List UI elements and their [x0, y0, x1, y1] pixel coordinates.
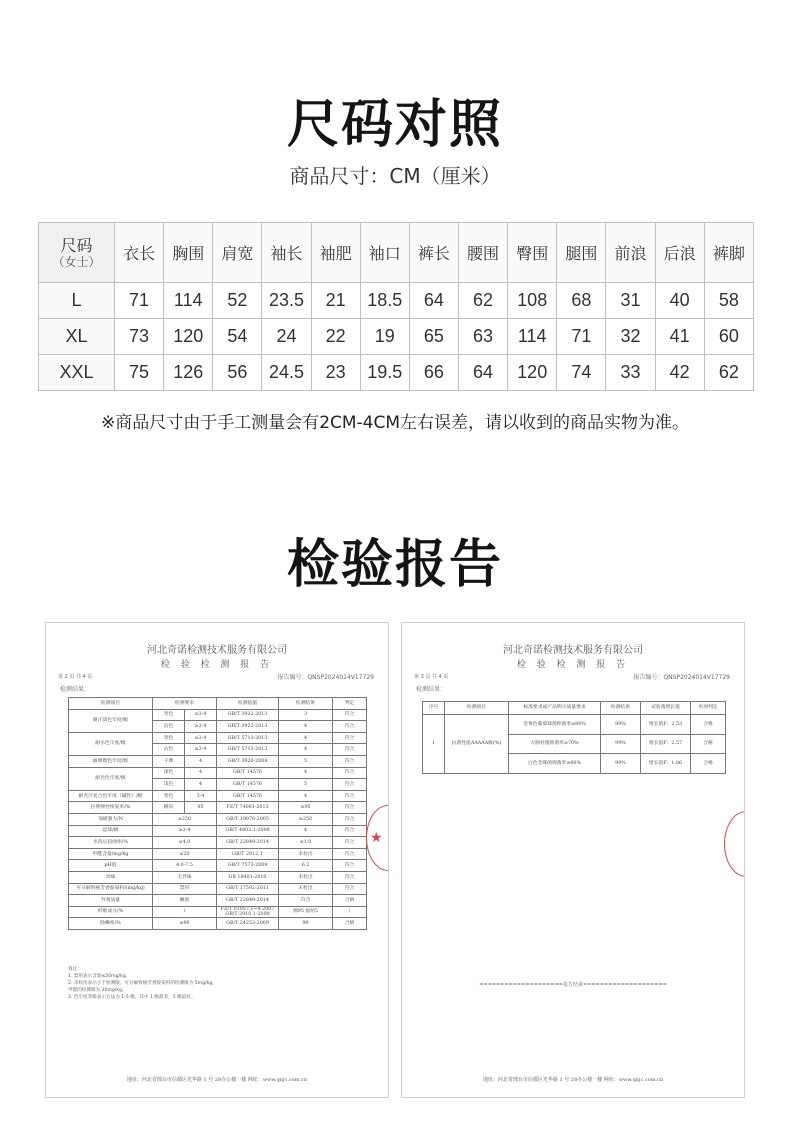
report-cell: 增长值F：2.57: [641, 734, 691, 754]
report-cell: 未检出: [279, 871, 333, 883]
report-cell: 合格: [333, 918, 367, 930]
report-result-label: 检测结果：: [60, 686, 91, 693]
report-cell: 4: [279, 744, 333, 756]
report-cell: GB/T 19976-2005: [217, 813, 279, 825]
size-chart-heading: 尺码对照: [286, 95, 503, 155]
report-company: 河北奇诺检测技术服务有限公司: [147, 645, 287, 656]
size-value-cell: 23: [311, 355, 360, 391]
report-cell: 耐光色牢度/级: [69, 767, 153, 790]
report-cell: 耐汗渍色牢度/级: [69, 709, 153, 732]
report-row: [69, 918, 367, 930]
report-row: [69, 860, 367, 872]
size-row: [39, 319, 754, 355]
size-value-cell: 31: [606, 283, 655, 319]
report-cell: GB/T 3922-2013: [217, 709, 279, 721]
report-index-cell: 1: [423, 715, 445, 774]
report-cell: 4: [185, 767, 217, 779]
size-value-cell: 54: [213, 319, 262, 355]
report-number: 报告编号：QNSP2024014V17729: [633, 674, 730, 681]
size-value-cell: 18.5: [360, 283, 409, 319]
report-cell: 符合: [333, 848, 367, 860]
report-cell: 水洗后扭曲率/%: [69, 837, 153, 849]
size-disclaimer: ※商品尺寸由于手工测量会有2CM-4CM左右误差，请以收到的商品实物为准。: [100, 413, 690, 433]
size-table: [38, 222, 754, 391]
report-row: [69, 848, 367, 860]
report-cell: GB/T 14576: [217, 790, 279, 802]
size-header-cell: [39, 223, 115, 283]
size-label-cell: XL: [39, 319, 115, 355]
report-cell: 起球/级: [69, 825, 153, 837]
size-column-header: 袖口: [360, 223, 409, 283]
report-cell: ≥3-4: [185, 732, 217, 744]
report-note-line: 备注：: [68, 967, 82, 972]
report-cell: 增长值F：1.86: [641, 754, 691, 774]
report-result-label: 检测结果：: [416, 686, 447, 693]
report-cell: 観观: [153, 895, 217, 907]
size-value-cell: 120: [508, 355, 557, 391]
report-cell: ≤20: [153, 848, 217, 860]
size-value-cell: 64: [409, 283, 458, 319]
report-cell: 符合: [333, 837, 367, 849]
report-cell: 检测结果: [279, 698, 333, 710]
report-cell: 4: [279, 721, 333, 733]
report-cell: 99: [279, 918, 333, 930]
red-seal-stamp: [724, 811, 745, 877]
report-cell: 99%: [601, 734, 641, 754]
report-cell: GB/T 2912.1: [217, 848, 279, 860]
size-value-cell: 33: [606, 355, 655, 391]
size-value-cell: 65: [409, 319, 458, 355]
report-cell: 判定: [333, 698, 367, 710]
report-cell: ≥3-4: [185, 709, 217, 721]
report-cell: /: [153, 906, 217, 918]
report-header-cell: 序号: [423, 702, 445, 715]
report-cell: 合格: [333, 895, 367, 907]
report-cell: 符合: [333, 732, 367, 744]
report-cell: 甲醛含量/mg/kg: [69, 848, 153, 860]
report-company: 河北奇诺检测技术服务有限公司: [503, 645, 643, 656]
report-cell: 白色念珠菌抑菌率≥60%: [509, 754, 601, 774]
report-cell: ≥3-4: [185, 744, 217, 756]
size-column-header: 肩宽: [213, 223, 262, 283]
report-cell: 沾色: [153, 721, 185, 733]
report-footer: 地址：河北省邢台市信都区光华路 1 号 28办公楼一楼 网址：www.qnjc.com.cn: [126, 1077, 308, 1083]
size-row: [39, 283, 754, 319]
report-row: [69, 895, 367, 907]
report-cell: 变色: [153, 732, 185, 744]
size-value-cell: 21: [311, 283, 360, 319]
report-row: [69, 790, 367, 802]
report-title: 检 验 检 测 报 告: [160, 660, 274, 670]
report-header-cell: 标准要求或产品明示质量要求: [509, 702, 601, 715]
size-value-cell: 41: [655, 319, 704, 355]
report-cell: 检测依据: [217, 698, 279, 710]
report-notes: [68, 966, 368, 1002]
report-cell: 6.2: [279, 860, 333, 872]
report-cell: GB/T 3922-2013: [217, 721, 279, 733]
report-header-cell: 检测结果: [601, 702, 641, 715]
report-cell: 符合: [333, 744, 367, 756]
report-cell: 合格: [691, 715, 726, 735]
report-cell: 符合: [333, 860, 367, 872]
size-column-header: 腰围: [458, 223, 507, 283]
report-heading: 检验报告: [286, 535, 503, 595]
report-cell: 符合: [333, 813, 367, 825]
report-row: [69, 755, 367, 767]
report-cell: 深色: [153, 767, 185, 779]
report-cell: ≥95: [279, 802, 333, 814]
report-cell: ≥250: [279, 813, 333, 825]
size-table-body: [39, 283, 754, 391]
report-cell: 99%: [601, 715, 641, 735]
size-value-cell: 62: [458, 283, 507, 319]
report-cell: pH值: [69, 860, 153, 872]
report-note-line: 1. 禁用表示含量≤20mg/kg。: [68, 974, 131, 980]
size-table-header-row: [39, 223, 754, 283]
report-cell: 横向: [153, 802, 185, 814]
size-value-cell: 23.5: [262, 283, 311, 319]
report-cell: 可分解致癌芳香胺染料/(mg/kg): [69, 883, 153, 895]
report-cell: 符合: [333, 721, 367, 733]
report-cell: 沾色: [153, 744, 185, 756]
size-value-cell: 19.5: [360, 355, 409, 391]
report-row: [69, 709, 367, 721]
size-column-header: 臀围: [508, 223, 557, 283]
report-cell: FZ/T 01057.1~4-2007 GB/T 2910.1-2009: [217, 906, 279, 918]
report-cell: 4: [279, 732, 333, 744]
report-cell: 除螨率/%: [69, 918, 153, 930]
report-number: 报告编号：QNSP2024014V17729: [277, 674, 374, 681]
report-cell: 检测项目: [69, 698, 153, 710]
report-cell: 合格: [691, 734, 726, 754]
report-cell: 符合: [279, 895, 333, 907]
report-cell: 99%: [601, 754, 641, 774]
report-cell: GB/T 5713-2013: [217, 732, 279, 744]
report-cell: 95: [185, 802, 217, 814]
report-cell: 4: [185, 755, 217, 767]
size-value-cell: 63: [458, 319, 507, 355]
size-label-cell: XXL: [39, 355, 115, 391]
report-cell: GB/T 22849-2014: [217, 837, 279, 849]
report-row: [69, 883, 367, 895]
report-cell: ≥90: [153, 918, 217, 930]
report-cell: 浅色: [153, 779, 185, 791]
report-cell: 外观质量: [69, 895, 153, 907]
report-end-mark: ====================报告结束====================: [479, 982, 667, 988]
size-column-header: 裤长: [409, 223, 458, 283]
size-value-cell: 114: [508, 319, 557, 355]
report-note-line: 甲醛的检测限为 20mg/kg。: [68, 988, 127, 994]
report-cell: 4.0-7.5: [153, 860, 217, 872]
report-cell: GB 18401-2010: [217, 871, 279, 883]
report-page-number: 第 2 页 共 4 页: [58, 674, 93, 680]
size-value-cell: 73: [115, 319, 164, 355]
size-value-cell: 64: [458, 355, 507, 391]
report-cell: 顶破强力/N: [69, 813, 153, 825]
size-column-header: 胸围: [164, 223, 213, 283]
report-cell: 变色: [153, 709, 185, 721]
size-value-cell: 126: [164, 355, 213, 391]
size-column-header: 腿围: [557, 223, 606, 283]
report-cell: 4: [279, 825, 333, 837]
report-cell: GB/T 17592-2011: [217, 883, 279, 895]
report-cell: 增长值F：2.53: [641, 715, 691, 735]
size-column-header: 袖长: [262, 223, 311, 283]
report-cell: 禁用: [153, 883, 217, 895]
report-row: [69, 698, 367, 710]
report-cell: GB/T 7573-2009: [217, 860, 279, 872]
report-header-cell: 检测项目: [445, 702, 509, 715]
size-value-cell: 114: [164, 283, 213, 319]
size-value-cell: 71: [557, 319, 606, 355]
size-value-cell: 75: [115, 355, 164, 391]
report-cell: 大肠杆菌抑菌率≥70%: [509, 734, 601, 754]
report-note-line: 3. 色牢度等级表示方法为 1-5 级，其中 1 级最差，5 级最好。: [68, 995, 196, 1001]
report-cell: GB/T 14576: [217, 779, 279, 791]
red-seal-stamp: [366, 805, 389, 871]
report-cell: 4: [185, 779, 217, 791]
report-cell: 符合: [333, 779, 367, 791]
report-cell: 5: [279, 779, 333, 791]
report-results-table: [68, 697, 367, 930]
report-header-cell: 试验菌增长值: [641, 702, 691, 715]
report-cell: 未检出: [279, 883, 333, 895]
report-cell: 3: [279, 709, 333, 721]
test-report-page-3: [401, 622, 745, 1098]
size-value-cell: 24.5: [262, 355, 311, 391]
size-value-cell: 52: [213, 283, 262, 319]
star-icon: ★: [370, 830, 383, 846]
size-value-cell: 32: [606, 319, 655, 355]
size-value-cell: 60: [704, 319, 753, 355]
report-cell: 耐光汗复合色牢度（碱性）/级: [69, 790, 153, 802]
size-header-label: 尺码: [60, 235, 93, 255]
report-note-line: 2. 未检出表示小于检测限，可分解致癌芳香胺染料的检测限为 5mg/kg，: [68, 981, 217, 987]
size-value-cell: 22: [311, 319, 360, 355]
report-footer: 地址：河北省邢台市信都区光华路 1 号 28办公楼一楼 网址：www.qnjc.com.cn: [482, 1077, 664, 1083]
report-cell: 无异味: [153, 871, 217, 883]
report-row: [69, 906, 367, 918]
report-page-number: 第 3 页 共 4 页: [414, 674, 449, 680]
size-value-cell: 42: [655, 355, 704, 391]
report-row: [69, 813, 367, 825]
report-cell: GB/T 24253-2009: [217, 918, 279, 930]
size-column-header: 衣长: [115, 223, 164, 283]
antibacterial-results-table: [422, 701, 726, 774]
report-cell: 符合: [333, 755, 367, 767]
report-cell: 检测要求: [153, 698, 217, 710]
report-cell: 异味: [69, 871, 153, 883]
report-row: [69, 732, 367, 744]
size-column-header: 后浪: [655, 223, 704, 283]
report-cell: 纤维成分/%: [69, 906, 153, 918]
report-cell: ≤1.0: [279, 837, 333, 849]
report-row: [423, 715, 726, 735]
size-value-cell: 62: [704, 355, 753, 391]
report-cell: 4: [279, 767, 333, 779]
report-cell: 符合: [333, 790, 367, 802]
size-value-cell: 66: [409, 355, 458, 391]
report-cell: 符合: [333, 709, 367, 721]
size-value-cell: 56: [213, 355, 262, 391]
report-cell: 干摩: [153, 755, 185, 767]
report-cell: GB/T 5713-2013: [217, 744, 279, 756]
report-cell: 耐摩擦色牢度/级: [69, 755, 153, 767]
report-cell: 符合: [333, 767, 367, 779]
size-label-cell: L: [39, 283, 115, 319]
report-cell: ≥3-4: [153, 825, 217, 837]
size-column-header: 前浪: [606, 223, 655, 283]
report-row: [69, 825, 367, 837]
size-value-cell: 19: [360, 319, 409, 355]
report-cell: 符合: [333, 825, 367, 837]
report-cell: 符合: [333, 802, 367, 814]
size-value-cell: 71: [115, 283, 164, 319]
report-cell: 未检出: [279, 848, 333, 860]
report-cell: 变色: [153, 790, 185, 802]
size-unit-subtitle: 商品尺寸：CM（厘米）: [289, 164, 501, 188]
report-row: [69, 837, 367, 849]
report-cell: 耐水色牢度/级: [69, 732, 153, 755]
report-cell: 符合: [333, 871, 367, 883]
report-cell: FZ/T 74001-2013: [217, 802, 279, 814]
report-cell: 合格: [691, 754, 726, 774]
report-cell: ≥250: [153, 813, 217, 825]
report-cell: GB/T 14576: [217, 767, 279, 779]
report-row: [69, 871, 367, 883]
size-column-header: 袖肥: [311, 223, 360, 283]
report-cell: 棉95 氨纶5: [279, 906, 333, 918]
report-cell: 拉伸弹性恢复率/%: [69, 802, 153, 814]
size-value-cell: 68: [557, 283, 606, 319]
report-cell: GB/T 4802.1-2008: [217, 825, 279, 837]
size-column-header: 裤脚: [704, 223, 753, 283]
size-value-cell: 120: [164, 319, 213, 355]
report-header-row: [423, 702, 726, 715]
report-row: [69, 802, 367, 814]
report-cell: 4: [279, 790, 333, 802]
report-header-cell: 单项判定: [691, 702, 726, 715]
report-row: [69, 767, 367, 779]
report-cell: 符合: [333, 883, 367, 895]
report-item-cell: 抗菌性能AAAAA级(%): [445, 715, 509, 774]
test-report-page-2: [45, 622, 389, 1098]
report-cell: 金黄色葡萄球菌抑菌率≥80%: [509, 715, 601, 735]
report-cell: 5: [279, 755, 333, 767]
size-value-cell: 40: [655, 283, 704, 319]
size-value-cell: 24: [262, 319, 311, 355]
report-cell: GB/T 3920-2008: [217, 755, 279, 767]
size-value-cell: 58: [704, 283, 753, 319]
report-cell: 3-4: [185, 790, 217, 802]
size-value-cell: 74: [557, 355, 606, 391]
report-title: 检 验 检 测 报 告: [516, 660, 630, 670]
size-row: [39, 355, 754, 391]
size-header-sublabel: （女士）: [52, 254, 101, 269]
report-cell: GB/T 22849-2014: [217, 895, 279, 907]
report-cell: ≤4.0: [153, 837, 217, 849]
report-cell: ≥3-4: [185, 721, 217, 733]
size-value-cell: 108: [508, 283, 557, 319]
report-cell: /: [333, 906, 367, 918]
